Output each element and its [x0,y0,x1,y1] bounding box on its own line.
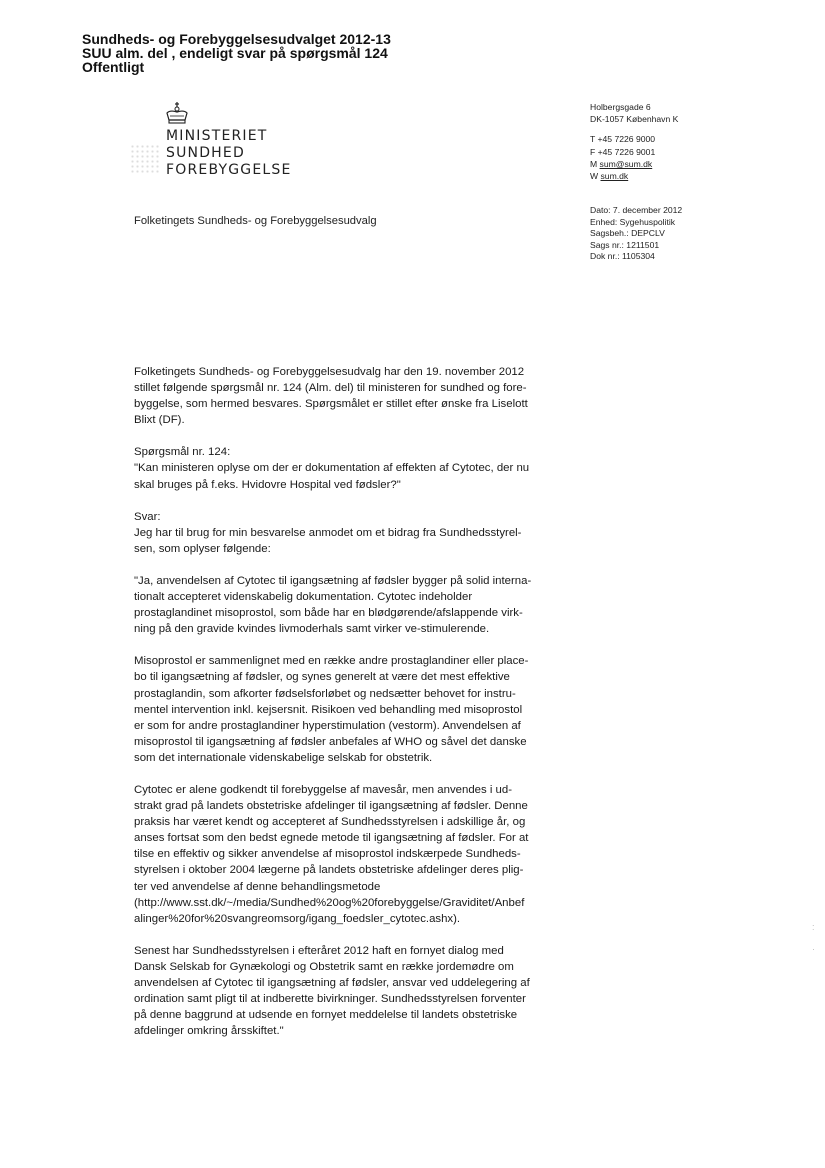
body-line: mentel intervention inkl. kejsersnit. Risikoen ved behandling med misoprostol [134,703,523,716]
body-paragraph [134,943,564,1040]
logo-line-forebyggelse: FOREBYGGELSE [166,162,292,178]
body-line: afdelinger omkring årsskiftet." [134,1025,284,1038]
address-web: W sum.dk [590,171,629,182]
address-phone: T +45 7226 9000 [590,134,656,145]
body-line: er som for andre prostaglandiner hyperstimulation (vestorm). Anvendelsen af [134,719,521,732]
meta-unit: Enhed: Sygehuspolitik [590,216,676,227]
body-line: byggelse, som hermed besvares. Spørgsmålet er stillet efter ønske fra Liselott [134,398,528,411]
body-line: ordination samt pligt til at indberette bivirkninger. Sundhedsstyrelsen forventer [134,993,526,1006]
body-paragraph [134,782,564,927]
public-label: Offentligt [82,59,145,75]
body-line: Dansk Selskab for Gynækologi og Obstetrik samt en række jordemødre om [134,960,514,973]
logo-line-ministeriet: MINISTERIET [166,128,268,144]
meta-case-number: Sags nr.: 1211501 [590,239,660,250]
logo-line-sundhed: SUNDHED [166,145,245,161]
body-line: praksis har været kendt og accepteret af Sundhedsstyrelsen i adskillige år, og [134,816,526,829]
margin-mark: · [812,944,815,954]
body-line: som det internationale videnskabelige selskab for obstetrik. [134,751,433,764]
body-line: tilse en effektiv og sikker anvendelse af misoprostol indskærpede Sundheds- [134,848,521,861]
body-line: Senest har Sundhedsstyrelsen i efteråret 2012 haft en fornyet dialog med [134,944,504,957]
body-line: ter ved anvendelse af denne behandlingsmetode [134,880,381,893]
body-line: Cytotec er alene godkendt til forebyggelse af mavesår, men anvendes i ud- [134,783,513,796]
body-line: styrelsen i oktober 2004 lægerne på landets obstetriske afdelinger deres plig- [134,864,524,877]
body-paragraph [134,509,564,557]
body-line: anses fortsat som den bedst egnede metode til igangsætning af fødsler. For at [134,832,529,845]
body-line: Jeg har til brug for min besvarelse anmodet om et bidrag fra Sundhedsstyrel- [134,526,522,539]
body-paragraph [134,364,564,428]
body-line: strakt grad på landets obstetriske afdelinger til igangsætning af fødsler. Denne [134,800,528,813]
question-reference: SUU alm. del , endeligt svar på spørgsmål 124 [82,45,388,61]
logo-wordmark [166,128,292,179]
address-mail: M sum@sum.dk [590,158,653,169]
ministry-logo [130,100,310,190]
committee-title: Sundheds- og Forebyggelsesudvalget 2012-13 [82,31,391,47]
body-line: Misoprostol er sammenlignet med en række andre prostaglandiner eller place- [134,655,529,668]
body-line: Svar: [134,510,161,523]
web-link[interactable]: sum.dk [600,171,629,182]
body-line: alinger%20for%20svangreomsorg/igang_foedsler_cytotec.ashx). [134,912,461,925]
logo-dot-pattern [130,144,160,174]
ministry-address [590,101,678,182]
case-metadata [590,205,682,263]
body-line: misoprostol til igangsætning af fødsler anbefales af WHO og såvel det danske [134,735,527,748]
mail-link[interactable]: sum@sum.dk [599,158,653,169]
letter-body [134,364,564,1055]
meta-handler: Sagsbeh.: DEPCLV [590,228,665,238]
address-street: Holbergsgade 6 [590,102,651,112]
document-header [82,32,391,74]
recipient: Folketingets Sundheds- og Forebyggelsesudvalg [134,215,377,227]
body-line: prostaglandinet misoprostol, som både har en blødgørende/afslappende virk- [134,607,523,620]
body-line: bo til igangsætning af fødsler, og synes generelt at være det mest effektive [134,671,510,684]
body-paragraph [134,573,564,637]
body-paragraph [134,653,564,766]
body-line: tionalt accepteret videnskabelig dokumentation. Cytotec indeholder [134,591,473,604]
meta-date: Dato: 7. december 2012 [590,205,683,215]
body-line: Folketingets Sundheds- og Forebyggelsesudvalg har den 19. november 2012 [134,366,525,378]
body-paragraph [134,444,564,492]
body-line: "Kan ministeren oplyse om der er dokumentation af effekten af Cytotec, der nu [134,462,530,475]
body-line: prostaglandin, som afkorter fødselsforløbet og nedsætter behovet for instru- [134,687,516,700]
body-line: (http://www.sst.dk/~/media/Sundhed%20og%20forebyggelse/Graviditet/Anbef [134,896,525,909]
margin-mark: : [812,922,815,932]
meta-document-number: Dok nr.: 1105304 [590,251,655,261]
body-line: sen, som oplyser følgende: [134,542,271,555]
body-line: stillet følgende spørgsmål nr. 124 (Alm. del) til ministeren for sundhed og fore- [134,382,527,395]
address-city: DK-1057 København K [590,114,679,125]
body-line: Spørgsmål nr. 124: [134,446,231,459]
body-line: Blixt (DF). [134,414,185,427]
body-line: ning på den gravide kvindes livmoderhals samt virker ve-stimulerende. [134,623,490,636]
body-line: på denne baggrund at udsende en fornyet meddelelse til landets obstetriske [134,1009,518,1022]
body-line: anvendelsen af Cytotec til igangsætning af fødsler, ansvar ved uddelegering af [134,977,530,989]
body-line: "Ja, anvendelsen af Cytotec til igangsætning af fødsler bygger på solid interna- [134,574,532,587]
body-line: skal bruges på f.eks. Hvidovre Hospital ved fødsler?" [134,478,401,491]
address-fax: F +45 7226 9001 [590,146,656,157]
crown-icon [164,102,190,126]
